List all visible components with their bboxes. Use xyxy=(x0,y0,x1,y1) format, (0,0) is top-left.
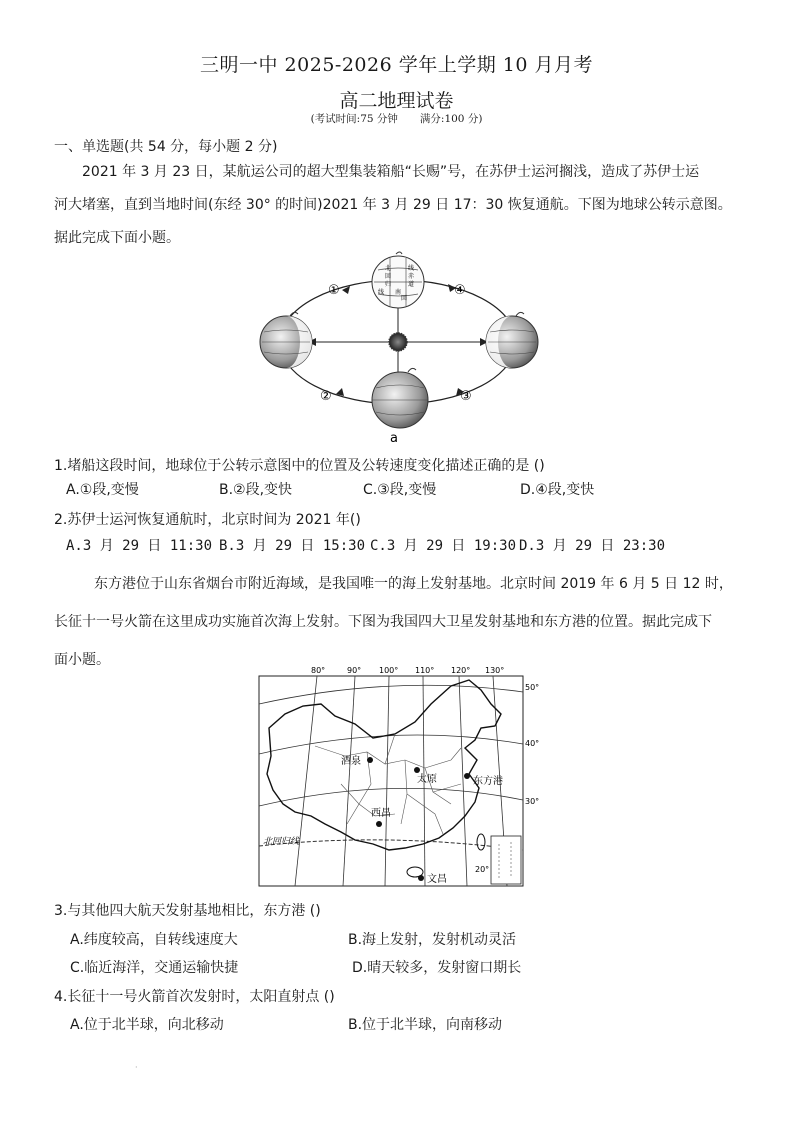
site-marker-wenchang xyxy=(418,875,424,881)
site-label-jiuquan: 酒泉 xyxy=(341,756,361,767)
sun-icon xyxy=(389,333,407,351)
full-score: 满分:100 分) xyxy=(419,113,483,125)
q2-option-b[interactable]: B.3 月 29 日 15:30 xyxy=(219,538,366,554)
q4-option-a[interactable]: A.位于北半球，向北移动 xyxy=(70,1017,224,1033)
exam-title: 三明一中 2025-2026 学年上学期 10 月月考 xyxy=(200,54,593,76)
segment-label-4: ④ xyxy=(454,283,466,298)
q3-option-c[interactable]: C.临近海洋，交通运输快捷 xyxy=(70,960,239,976)
q2-option-c[interactable]: C.3 月 29 日 19:30 xyxy=(370,538,517,554)
figure-caption: a xyxy=(390,431,398,446)
exam-time: (考试时间:75 分钟 xyxy=(310,113,398,125)
site-label-wenchang: 文昌 xyxy=(427,874,447,885)
question-2-stem: 2.苏伊士运河恢复通航时，北京时间为 2021 年() xyxy=(54,512,361,528)
q1-option-b[interactable]: B.②段,变快 xyxy=(219,482,293,498)
globe-label: 回 xyxy=(401,295,408,302)
lat-label-20: 20° xyxy=(475,865,490,874)
lon-label-110: 110° xyxy=(415,666,435,675)
earth-globe-right xyxy=(486,312,538,368)
passage-1 xyxy=(54,156,754,255)
exam-subtitle: 高二地理试卷 xyxy=(339,90,454,112)
q3-option-b[interactable]: B.海上发射，发射机动灵活 xyxy=(348,932,517,948)
site-marker-taiyuan xyxy=(414,767,420,773)
lon-label-80: 80° xyxy=(311,666,326,675)
segment-label-1: ① xyxy=(328,283,340,298)
passage-2-line: 东方港位于山东省烟台市附近海域，是我国唯一的海上发射基地。北京时间 2019 年 6 月 5 日 12 时， xyxy=(94,576,733,592)
lat-label-40: 40° xyxy=(525,739,540,748)
passage-2-line: 面小题。 xyxy=(54,652,110,668)
site-marker-xichang xyxy=(376,821,382,827)
lon-label-130: 130° xyxy=(485,666,505,675)
q2-option-d[interactable]: D.3 月 29 日 23:30 xyxy=(519,538,666,554)
footer-dot: · xyxy=(135,1063,138,1072)
q2-option-a[interactable]: A.3 月 29 日 11:30 xyxy=(66,538,213,554)
site-marker-dongfanggang xyxy=(464,773,470,779)
lon-label-90: 90° xyxy=(347,666,362,675)
globe-label: 线 xyxy=(378,289,385,296)
orbit-diagram xyxy=(250,248,550,446)
lon-label-120: 120° xyxy=(451,666,471,675)
question-4-stem: 4.长征十一号火箭首次发射时，太阳直射点 () xyxy=(54,989,335,1005)
passage-2-line: 长征十一号火箭在这里成功实施首次海上发射。下图为我国四大卫星发射基地和东方港的位置。据此完成下 xyxy=(54,614,712,630)
lat-label-50: 50° xyxy=(525,683,540,692)
tropic-label: 北回归线 xyxy=(263,837,300,847)
globe-label: 南 xyxy=(395,289,402,296)
lat-label-30: 30° xyxy=(525,797,540,806)
passage-2 xyxy=(54,565,754,679)
site-label-xichang: 西昌 xyxy=(371,808,391,819)
q4-option-b[interactable]: B.位于北半球，向南移动 xyxy=(348,1017,503,1033)
segment-label-3: ③ xyxy=(460,389,472,404)
south-china-sea-inset xyxy=(491,836,521,884)
exam-info xyxy=(0,111,793,126)
q1-option-c[interactable]: C.③段,变慢 xyxy=(363,482,437,498)
china-launch-sites-map xyxy=(255,664,545,890)
globe-label: 回 xyxy=(385,273,392,280)
earth-globe-left xyxy=(260,312,312,368)
globe-label: 归 xyxy=(385,281,392,288)
globe-label: 北 xyxy=(385,265,392,272)
passage-1-line: 河大堵塞，直到当地时间(东经 30° 的时间)2021 年 3 月 29 日 17：30 恢复通航。下图为地球公转示意图。 xyxy=(54,197,732,213)
passage-1-line: 据此完成下面小题。 xyxy=(54,230,180,246)
q3-option-d[interactable]: D.晴天较多，发射窗口期长 xyxy=(352,960,522,976)
globe-label: 线 xyxy=(408,265,415,272)
q1-option-a[interactable]: A.①段,变慢 xyxy=(66,482,139,498)
passage-1-line: 2021 年 3 月 23 日，某航运公司的超大型集装箱船“长赐”号，在苏伊士运河搁浅，造成了苏伊士运 xyxy=(82,164,700,180)
section-heading: 一、单选题(共 54 分，每小题 2 分) xyxy=(54,139,278,155)
site-label-dongfanggang: 东方港 xyxy=(473,776,503,787)
earth-globe-bottom xyxy=(372,368,428,428)
globe-label: 赤 xyxy=(408,273,415,280)
q1-option-d[interactable]: D.④段,变快 xyxy=(520,482,595,498)
question-3-stem: 3.与其他四大航天发射基地相比，东方港 () xyxy=(54,903,321,919)
segment-label-2: ② xyxy=(320,389,332,404)
lon-label-100: 100° xyxy=(379,666,399,675)
question-1-stem: 1.堵船这段时间，地球位于公转示意图中的位置及公转速度变化描述正确的是 () xyxy=(54,458,545,474)
globe-label: 道 xyxy=(408,281,415,288)
q3-option-a[interactable]: A.纬度较高，自转线速度大 xyxy=(70,932,238,948)
site-label-taiyuan: 太原 xyxy=(417,774,437,785)
earth-globe-top xyxy=(372,252,424,308)
site-marker-jiuquan xyxy=(367,757,373,763)
